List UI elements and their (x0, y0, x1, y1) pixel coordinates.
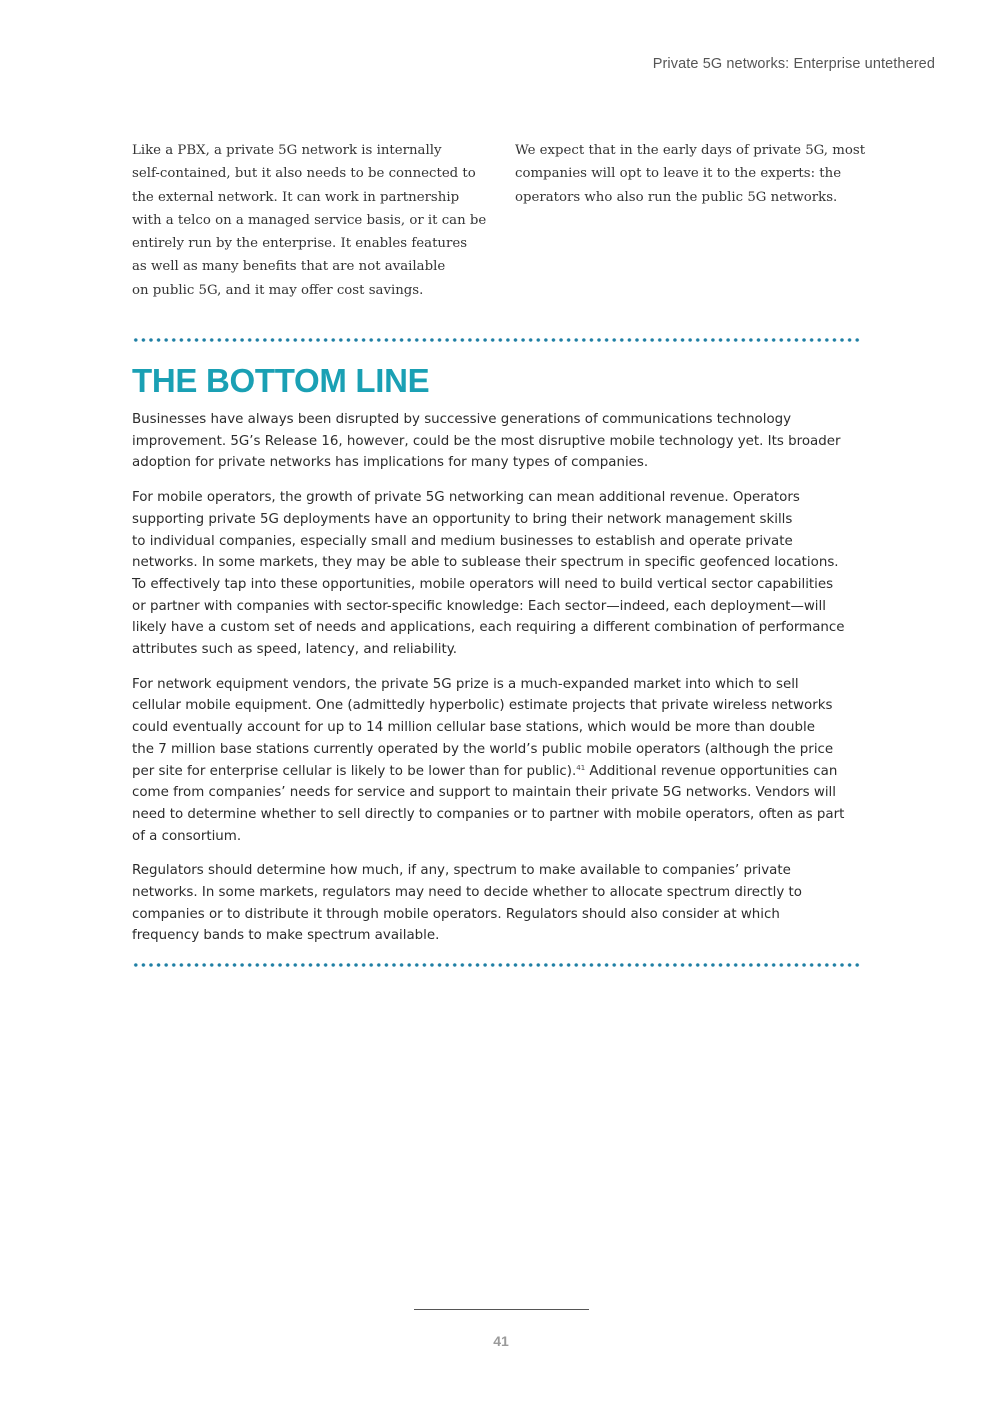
intro-line: as well as many benefits that are not available (132, 259, 446, 275)
running-header: Private 5G networks: Enterprise untethered (652, 56, 935, 72)
section-title: THE BOTTOM LINE (132, 362, 430, 399)
intro-line: entirely run by the enterprise. It enables features (132, 236, 468, 252)
paragraph-line: To effectively tap into these opportunities, mobile operators will need to build vertical sector capabilities (132, 576, 834, 592)
paragraph-mobile-operators (132, 487, 872, 661)
paragraph-line-with-footnote (132, 761, 872, 783)
footnote-reference[interactable]: 41 (576, 763, 586, 772)
paragraph-line: attributes such as speed, latency, and reliability. (132, 642, 458, 658)
paragraph-line: improvement. 5G’s Release 16, however, could be the most disruptive mobile technology yet. Its broader (132, 433, 841, 449)
intro-line: We expect that in the early days of private 5G, most (515, 143, 866, 158)
paragraph-line: networks. In some markets, regulators may need to decide whether to allocate spectrum directly to (132, 885, 803, 901)
paragraph-regulators (132, 860, 872, 947)
footer-rule (414, 1309, 589, 1310)
intro-line: self-contained, but it also needs to be connected to (132, 166, 476, 182)
paragraph-line: to individual companies, especially small and medium businesses to establish and operate private (132, 533, 793, 549)
paragraph-line: networks. In some markets, they may be able to sublease their spectrum in specific geofenced locations. (132, 555, 839, 571)
paragraph-line: need to determine whether to sell directly to companies or to partner with mobile operators, often as part (132, 806, 845, 822)
paragraph-line: or partner with companies with sector-specific knowledge: Each sector—indeed, each deployment—will (132, 598, 826, 614)
paragraph-line: adoption for private networks has implications for many types of companies. (132, 455, 649, 471)
intro-right-column (515, 139, 885, 209)
paragraph-equipment-vendors (132, 674, 872, 848)
dotted-divider-bottom (132, 963, 860, 967)
paragraph-line: Businesses have always been disrupted by successive generations of communications technology (132, 412, 792, 427)
paragraph-line: supporting private 5G deployments have an opportunity to bring their network management skills (132, 511, 793, 527)
dotted-divider-top (132, 338, 860, 342)
paragraph-line: companies or to distribute it through mobile operators. Regulators should also consider at which (132, 906, 780, 922)
paragraph-line: cellular mobile equipment. One (admittedly hyperbolic) estimate projects that private wireless networks (132, 698, 833, 714)
intro-line: with a telco on a managed service basis, or it can be (132, 212, 487, 228)
paragraph-businesses (132, 409, 872, 474)
paragraph-line: For network equipment vendors, the private 5G prize is a much-expanded market into which to sell (132, 676, 799, 692)
section-body (132, 409, 872, 960)
paragraph-line: frequency bands to make spectrum available. (132, 928, 440, 944)
intro-left-column (132, 139, 492, 302)
paragraph-line: Regulators should determine how much, if any, spectrum to make available to companies’ private (132, 863, 791, 879)
paragraph-line: could eventually account for up to 14 million cellular base stations, which would be more than double (132, 720, 815, 736)
intro-line: Like a PBX, a private 5G network is internally (132, 143, 442, 158)
paragraph-line: likely have a custom set of needs and applications, each requiring a different combination of performance (132, 620, 845, 636)
footnote-line-end: Additional revenue opportunities can (585, 763, 838, 779)
paragraph-line: come from companies’ needs for service and support to maintain their private 5G networks. Vendors will (132, 785, 837, 801)
footnote-line-start: per site for enterprise cellular is likely to be lower than for public). (132, 763, 577, 779)
intro-line: operators who also run the public 5G networks. (515, 189, 838, 205)
paragraph-line: the 7 million base stations currently operated by the world’s public mobile operators (although the price (132, 741, 834, 757)
paragraph-line: For mobile operators, the growth of private 5G networking can mean additional revenue. Operators (132, 490, 800, 506)
intro-line: companies will opt to leave it to the experts: the (515, 166, 842, 182)
intro-line: the external network. It can work in partnership (132, 189, 460, 205)
intro-line: on public 5G, and it may offer cost savings. (132, 282, 424, 298)
paragraph-line: of a consortium. (132, 828, 242, 844)
page-number: 41 (493, 1333, 509, 1349)
